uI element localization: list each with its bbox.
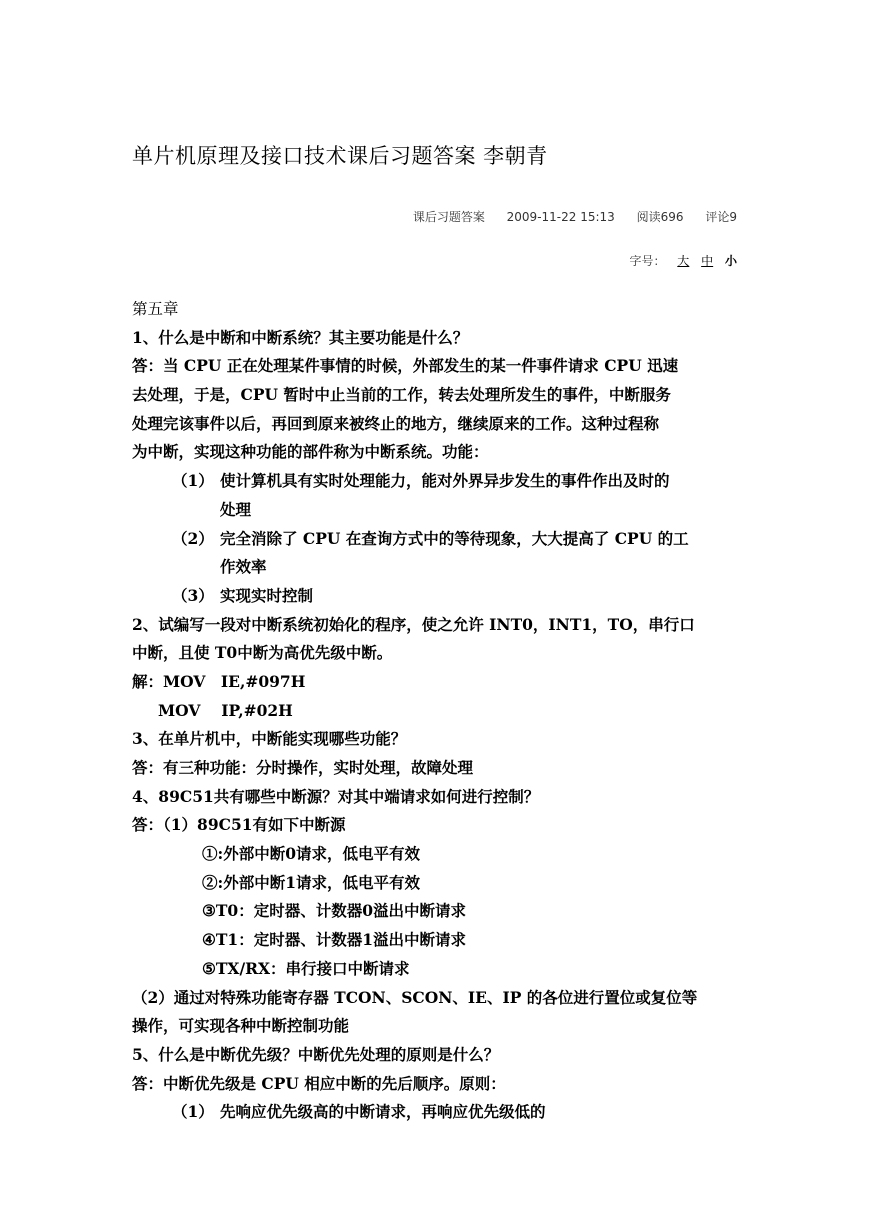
- font-size-large-link[interactable]: 大: [677, 254, 690, 268]
- answer-1-line: 去处理，于是，CPU 暂时中止当前的工作，转去处理所发生的事件，中断服务: [132, 385, 671, 405]
- list-item-number: （1）: [172, 1102, 214, 1122]
- interrupt-source-item: ②:外部中断1请求，低电平有效: [202, 872, 421, 892]
- list-item: [132, 582, 742, 611]
- comment-count-link[interactable]: 评论9: [705, 210, 737, 224]
- answer-5-line: 答：中断优先级是 CPU 相应中断的先后顺序。原则：: [132, 1073, 506, 1093]
- list-item-text: 使计算机具有实时处理能力，能对外界异步发生的事件作出及时的: [220, 471, 670, 491]
- answer-1-line: 为中断，实现这种功能的部件称为中断系统。功能：: [132, 442, 489, 462]
- article-title: 单片机原理及接口技术课后习题答案 李朝青: [132, 144, 548, 168]
- answer-1-line: 答：当 CPU 正在处理某件事情的时候，外部发生的某一件事件请求 CPU 迅速: [132, 356, 679, 376]
- list-item-number: （1）: [172, 471, 214, 491]
- read-count: 阅读696: [636, 210, 684, 224]
- list-item-number: （2）: [172, 528, 214, 548]
- answer-2-code: 解：MOV IE,#097H: [132, 671, 306, 691]
- font-size-selector: [629, 252, 737, 269]
- interrupt-source-item: ④T1：定时器、计数器1溢出中断请求: [202, 930, 467, 950]
- answer-1-line: 处理完该事件以后，再回到原来被终止的地方，继续原来的工作。这种过程称: [132, 413, 660, 433]
- question-1: 1、什么是中断和中断系统？其主要功能是什么？: [132, 327, 469, 347]
- list-item: [132, 467, 742, 496]
- question-2-line: 2、试编写一段对中断系统初始化的程序，使之允许 INT0，INT1，TO，串行口: [132, 614, 695, 634]
- list-item-number: （3）: [172, 585, 214, 605]
- question-5: 5、什么是中断优先级？中断优先处理的原则是什么？: [132, 1044, 500, 1064]
- font-size-small-link[interactable]: 小: [724, 254, 737, 268]
- question-3: 3、在单片机中，中断能实现哪些功能？: [132, 729, 407, 749]
- list-item-text: 实现实时控制: [220, 585, 314, 605]
- list-item-continuation: 作效率: [220, 557, 267, 577]
- font-size-medium-link[interactable]: 中: [701, 254, 714, 268]
- post-datetime: 2009-11-22 15:13: [506, 210, 615, 224]
- question-4: 4、89C51共有哪些中断源？对其中端请求如何进行控制？: [132, 786, 540, 806]
- interrupt-source-item: ⑤TX/RX：串行接口中断请求: [202, 958, 410, 978]
- answer-3: 答：有三种功能：分时操作，实时处理，故障处理: [132, 758, 474, 777]
- list-item-text: 完全消除了 CPU 在查询方式中的等待现象，大大提高了 CPU 的工: [220, 528, 689, 548]
- chapter-heading: 第五章: [132, 300, 179, 318]
- answer-4-line: 答：（1）89C51有如下中断源: [132, 815, 346, 835]
- article-meta: [413, 208, 737, 225]
- interrupt-source-item: ①:外部中断0请求，低电平有效: [202, 844, 421, 864]
- font-size-label: 字号：: [629, 254, 666, 268]
- list-item-text: 先响应优先级高的中断请求，再响应优先级低的: [220, 1102, 546, 1122]
- answer-4-line: （2）通过对特殊功能寄存器 TCON、SCON、IE、IP 的各位进行置位或复位等: [132, 987, 698, 1007]
- answer-2-code: MOV IP,#02H: [158, 700, 293, 720]
- interrupt-source-item: ③T0：定时器、计数器0溢出中断请求: [202, 901, 467, 921]
- category-link[interactable]: 课后习题答案: [412, 210, 485, 224]
- list-item-continuation: 处理: [220, 499, 252, 519]
- answer-4-line: 操作，可实现各种中断控制功能: [132, 1016, 350, 1036]
- question-2-line: 中断，且使 T0中断为高优先级中断。: [132, 643, 393, 663]
- list-item: [132, 525, 742, 554]
- article-body: [132, 295, 742, 1127]
- list-item: [132, 1098, 742, 1127]
